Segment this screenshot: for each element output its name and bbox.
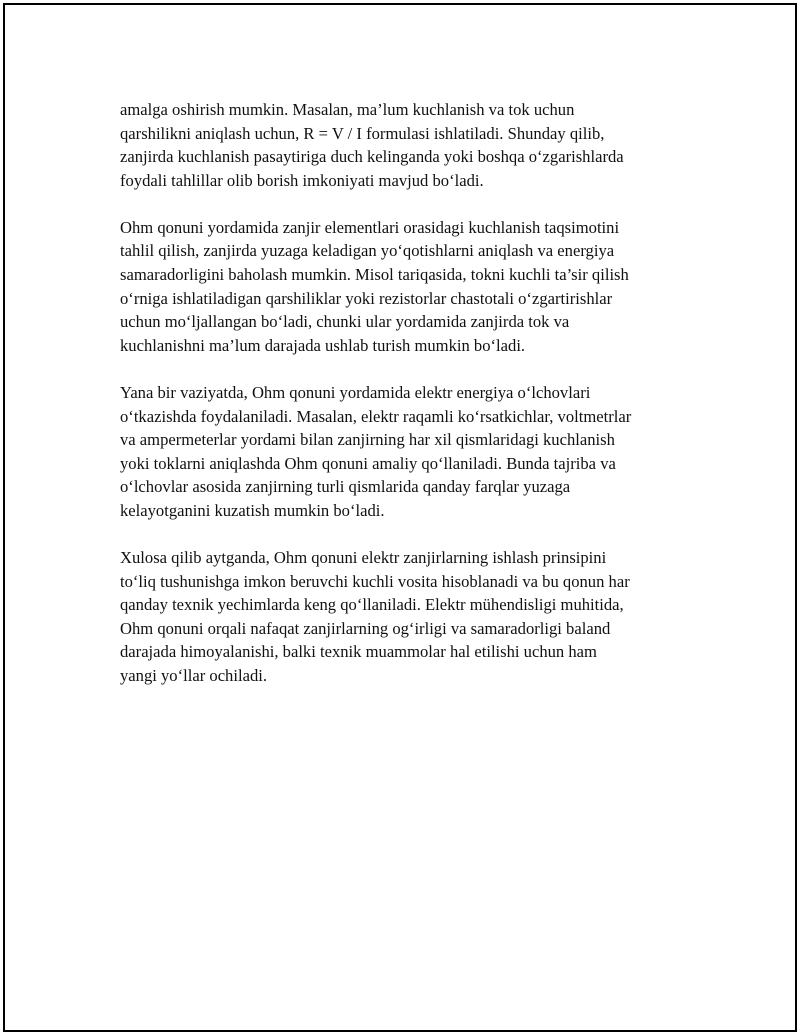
text-line: Ohm qonuni orqali nafaqat zanjirlarning og‘irligi va samaradorligi baland bbox=[120, 618, 611, 638]
paragraph-3 bbox=[120, 381, 700, 523]
text-line: o‘lchovlar asosida zanjirning turli qismlarida qanday farqlar yuzaga bbox=[120, 477, 571, 497]
text-line: samaradorligini baholash mumkin. Misol tariqasida, tokni kuchli ta’sir qilish bbox=[120, 265, 629, 285]
text-line: Yana bir vaziyatda, Ohm qonuni yordamida elektr energiya o‘lchovlari bbox=[120, 382, 591, 402]
text-line: yoki toklarni aniqlashda Ohm qonuni amaliy qo‘llaniladi. Bunda tajriba va bbox=[120, 453, 616, 473]
text-line: va ampermeterlar yordami bilan zanjirning har xil qismlaridagi kuchlanish bbox=[120, 430, 615, 450]
text-line: uchun mo‘ljallangan bo‘ladi, chunki ular yordamida zanjirda tok va bbox=[120, 312, 570, 332]
page-frame bbox=[3, 3, 797, 1032]
paragraph-4 bbox=[120, 546, 700, 688]
text-line: qanday texnik yechimlarda keng qo‘llaniladi. Elektr mühendisligi muhitida, bbox=[120, 595, 624, 615]
text-line: qarshilikni aniqlash uchun, R = V / I formulasi ishlatiladi. Shunday qilib, bbox=[120, 123, 605, 143]
text-line: kelayotganini kuzatish mumkin bo‘ladi. bbox=[120, 500, 385, 520]
text-line: to‘liq tushunishga imkon beruvchi kuchli vosita hisoblanadi va bu qonun har bbox=[120, 571, 630, 591]
text-line: o‘tkazishda foydalaniladi. Masalan, elektr raqamli ko‘rsatkichlar, voltmetrlar bbox=[120, 406, 632, 426]
text-line: kuchlanishni ma’lum darajada ushlab turish mumkin bo‘ladi. bbox=[120, 335, 526, 355]
text-line: darajada himoyalanishi, balki texnik muammolar hal etilishi uchun ham bbox=[120, 642, 597, 662]
text-line: zanjirda kuchlanish pasaytiriga duch kelinganda yoki boshqa o‘zgarishlarda bbox=[120, 147, 624, 167]
paragraph-2 bbox=[120, 216, 700, 358]
text-line: Xulosa qilib aytganda, Ohm qonuni elektr zanjirlarning ishlash prinsipini bbox=[120, 548, 607, 567]
text-line: tahlil qilish, zanjirda yuzaga keladigan yo‘qotishlarni aniqlash va energiya bbox=[120, 241, 615, 261]
text-line: o‘rniga ishlatiladigan qarshiliklar yoki rezistorlar chastotali o‘zgartirishlar bbox=[120, 288, 613, 308]
paragraph-1 bbox=[120, 98, 700, 192]
document-body bbox=[120, 98, 700, 711]
text-line: Ohm qonuni yordamida zanjir elementlari orasidagi kuchlanish taqsimotini bbox=[120, 217, 620, 237]
text-line: yangi yo‘llar ochiladi. bbox=[120, 665, 267, 685]
text-line: amalga oshirish mumkin. Masalan, ma’lum kuchlanish va tok uchun bbox=[120, 100, 575, 119]
text-line: foydali tahlillar olib borish imkoniyati mavjud bo‘ladi. bbox=[120, 170, 484, 190]
